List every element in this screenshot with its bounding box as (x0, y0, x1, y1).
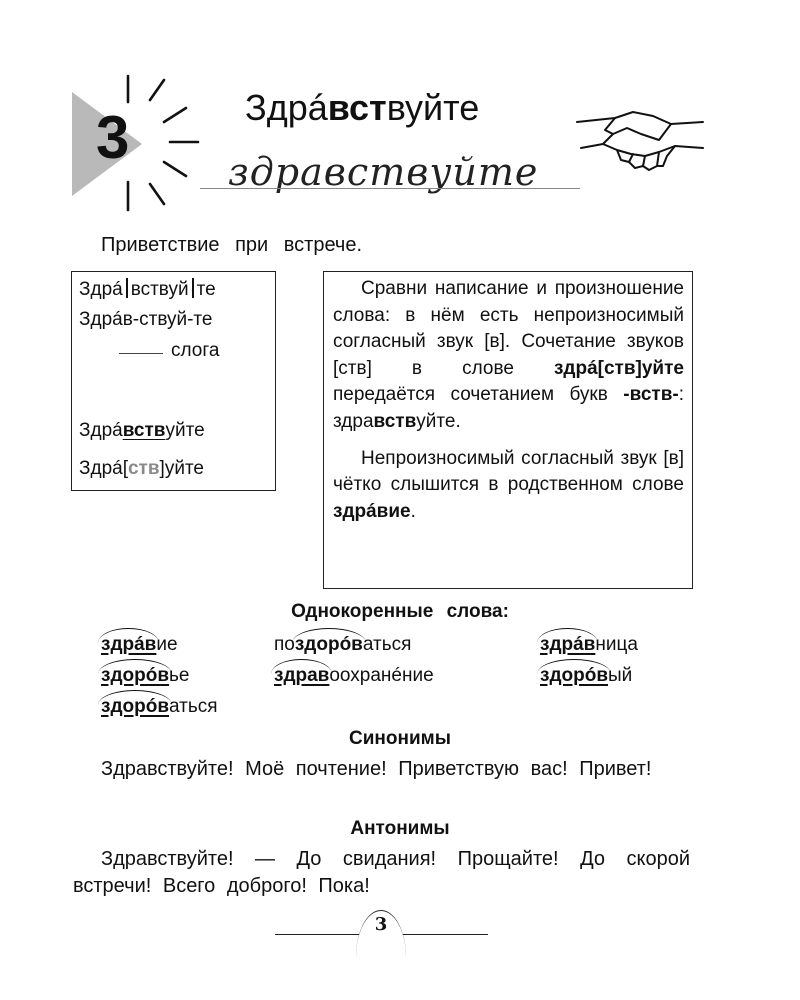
word-definition: Приветствие при встрече. (101, 234, 363, 256)
page-number: 3 (374, 914, 388, 935)
synonyms-heading: Синонимы (349, 728, 451, 749)
cognates-heading: Однокоренные слова: (291, 601, 509, 622)
cognate-word: здорóвье (101, 665, 190, 686)
cognate-word: здрáвница (540, 634, 638, 655)
cognate-word: здорóвый (540, 665, 633, 686)
sun-rays-icon (120, 70, 210, 220)
syllable-split-row: Здрá вствуй те (79, 279, 216, 300)
word-title: Здрáвствуйте (245, 87, 480, 128)
spelling-row: Здрáвствуйте (79, 420, 205, 441)
antonyms-heading: Антонимы (350, 818, 450, 839)
antonyms-text: Здравствуйте! — До свидания! Прощайте! До скорой встречи! Всего доброго! Пока! (73, 848, 690, 897)
synonyms-text: Здравствуйте! Моё почтение! Приветствую вас! Привет! (101, 758, 652, 780)
hyphenation-row: Здрáв-ствуй-те (79, 309, 213, 330)
cognate-word: здравоохранéние (274, 665, 434, 686)
cursive-baseline (200, 188, 580, 189)
cognate-word: здорóваться (101, 696, 218, 717)
pronunciation-row: Здрá[ств]уйте (79, 458, 204, 479)
cognate-word: поздорóваться (274, 634, 412, 655)
answer-blank[interactable] (119, 353, 163, 354)
cursive-word: здравствуйте (228, 150, 539, 194)
handshake-icon (575, 104, 705, 176)
cognate-word: здрáвие (101, 634, 178, 655)
syllable-box (71, 271, 276, 491)
syllable-count-row: слога (119, 340, 219, 362)
rule-paragraph-1: Сравни написание и произношение слова: в нём есть непроизносимый согласный звук [в]. Сочетание звуков [ств] в слове здрá[ств]уйте передаётся сочетанием букв -вств-: здравствуйте. (333, 278, 684, 432)
entry-number: 3 (96, 104, 130, 171)
rule-paragraph-2: Непроизносимый согласный звук [в] чётко слышится в родственном слове здрáвие. (333, 447, 684, 522)
rule-box (323, 271, 693, 589)
